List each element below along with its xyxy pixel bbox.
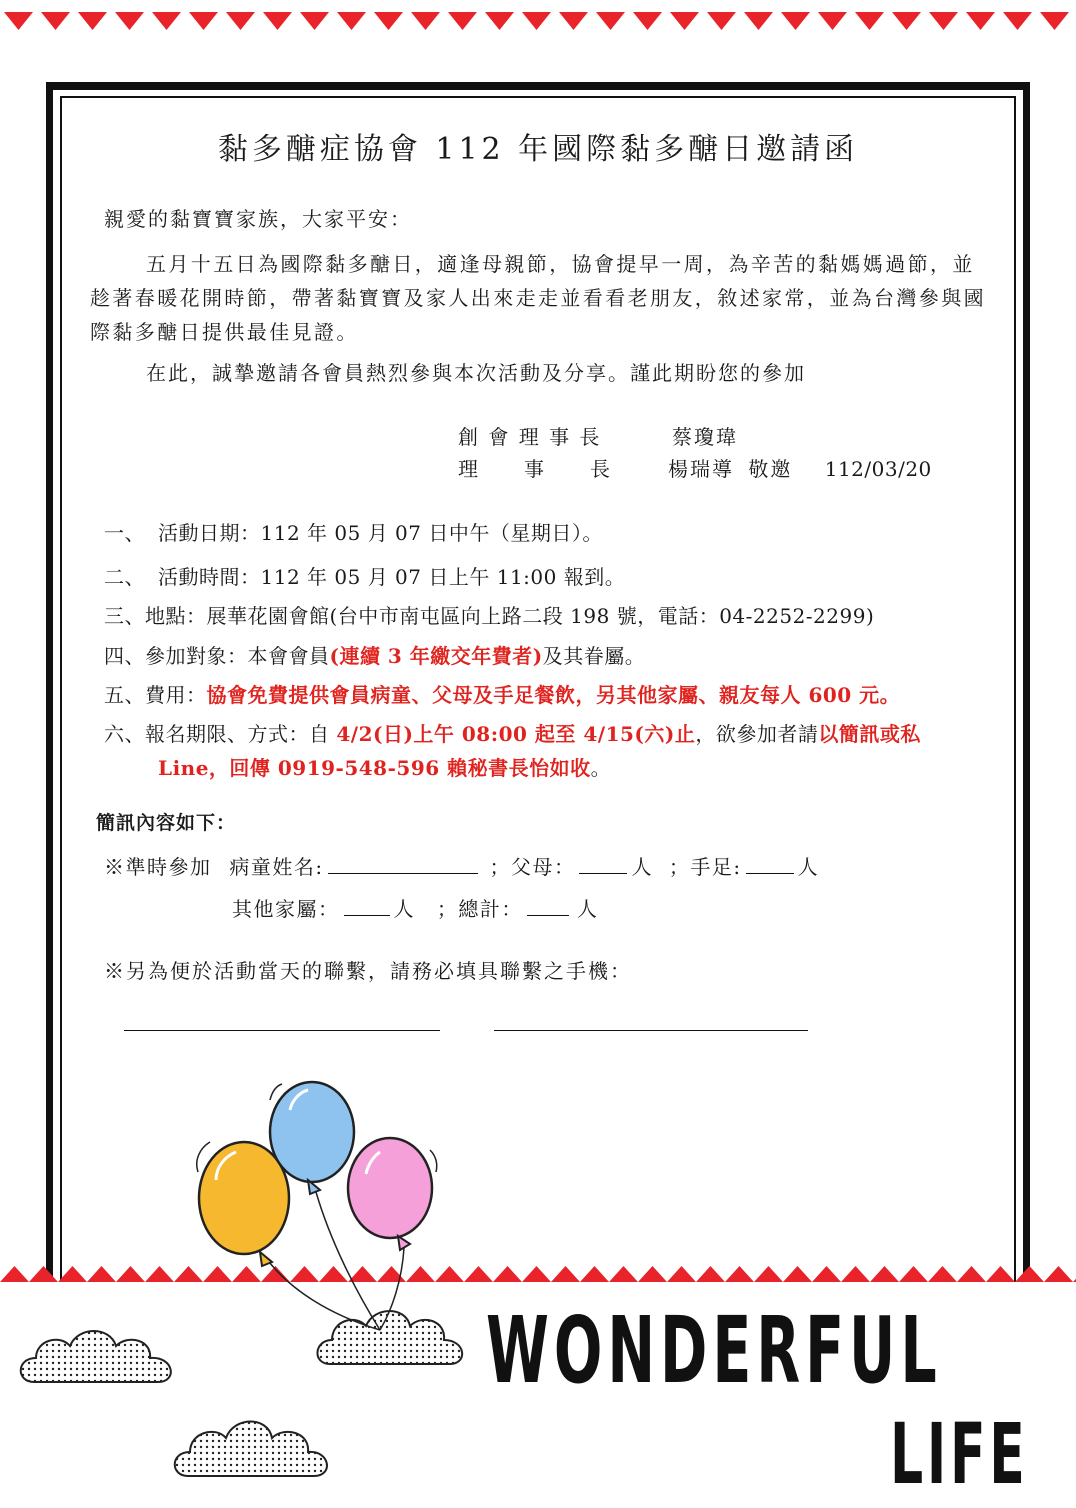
signature-title-founder: 創 會 理 事 長: [458, 425, 602, 449]
parent-count-blank[interactable]: [579, 851, 627, 874]
total-label: ；總計：: [436, 897, 523, 921]
registration-period: 4/2(日)上午 08:00 起至 4/15(六)止: [336, 722, 696, 746]
cloud-icon-bottom: [168, 1408, 338, 1488]
fee-label: 五、費用：: [104, 683, 207, 707]
participants-suffix: 及其眷屬。: [542, 644, 646, 668]
greeting: 親愛的黏寶寶家族，大家平安：: [104, 207, 412, 231]
total-count-blank[interactable]: [527, 893, 569, 916]
paragraph-invite: 在此，誠摯邀請各會員熱烈參與本次活動及分享。謹此期盼您的參加: [146, 361, 806, 385]
item-time: [104, 562, 625, 592]
phone-field-2[interactable]: [494, 1030, 808, 1031]
life-text: LIFE: [890, 1405, 1029, 1503]
phone-field-1[interactable]: [124, 1030, 440, 1031]
chair-name: 楊瑞導: [668, 457, 734, 481]
item-location: 三、地點：展華花園會館(台中市南屯區向上路二段 198 號，電話：04-2252-2299): [104, 604, 875, 628]
signature-name-chair: [668, 452, 932, 486]
cloud-icon-center: [312, 1300, 472, 1374]
signature-date: 112/03/20: [824, 457, 932, 481]
other-family-unit: 人: [393, 897, 415, 921]
signature-name-founder: 蔡瓊瑋: [672, 425, 738, 449]
signature-title-chair: 理 事 長: [458, 457, 612, 481]
item-fee: [104, 680, 900, 710]
top-bunting: [0, 0, 1076, 40]
registration-end: 。: [590, 756, 612, 780]
item-participants: [104, 641, 645, 671]
closing-word: 敬邀: [748, 457, 793, 481]
sibling-count-blank[interactable]: [746, 851, 794, 874]
registration-label: 六、報名期限、方式：自: [104, 722, 337, 746]
page-title: 黏多醣症協會 112 年國際黏多醣日邀請函: [217, 132, 859, 167]
sms-line-1: [104, 850, 819, 884]
bottom-bunting: [0, 1262, 1076, 1288]
parent-unit: 人: [631, 855, 653, 879]
fee-detail: 協會免費提供會員病童、父母及手足餐飲，另其他家屬、親友每人 600 元。: [206, 683, 901, 707]
item-date-num: 一、: [104, 521, 145, 545]
item-date: [104, 518, 603, 548]
item-registration-cont: [158, 753, 611, 783]
sms-line-2: [232, 892, 598, 926]
item-date-text: 活動日期：112 年 05 月 07 日中午（星期日）。: [158, 521, 603, 545]
balloon-pink-icon: [348, 1138, 437, 1250]
registration-method: 以簡訊或私: [818, 722, 921, 746]
participants-condition: (連續 3 年繳交年費者): [329, 644, 543, 668]
sibling-unit: 人: [797, 855, 820, 879]
item-time-text: 活動時間：112 年 05 月 07 日上午 11:00 報到。: [158, 565, 626, 589]
parent-label: ；父母：: [489, 855, 576, 879]
participants-label: 四、參加對象：本會會員: [104, 644, 330, 668]
wonderful-text: WONDERFUL: [486, 1297, 942, 1404]
other-family-label: 其他家屬：: [232, 897, 340, 921]
balloon-yellow-icon: [197, 1142, 289, 1266]
other-family-blank[interactable]: [344, 893, 390, 916]
child-name-label: 病童姓名:: [229, 855, 324, 879]
sibling-label: ；手足:: [668, 855, 742, 879]
cloud-icon-left: [14, 1318, 184, 1392]
contact-note: ※另為便於活動當天的聯繫，請務必填具聯繫之手機：: [104, 959, 632, 983]
registration-mid: ，欲參加者請: [695, 722, 819, 746]
total-unit: 人: [576, 897, 599, 921]
paragraph-intro: 五月十五日為國際黏多醣日，適逢母親節，協會提早一周，為辛苦的黏媽媽過節，並趁著春暖花開時節，帶著黏寶寶及家人出來走走並看看老朋友，敘述家常，並為台灣參與國際黏多醣日提供最佳見證。: [90, 252, 986, 344]
sms-prefix: ※準時參加: [104, 855, 212, 879]
sms-heading: 簡訊內容如下：: [96, 812, 237, 834]
item-registration: [104, 719, 921, 749]
registration-contact: Line，回傳 0919-548-596 賴秘書長怡如收: [158, 756, 591, 780]
child-name-blank[interactable]: [328, 851, 478, 874]
item-time-num: 二、: [104, 565, 145, 589]
